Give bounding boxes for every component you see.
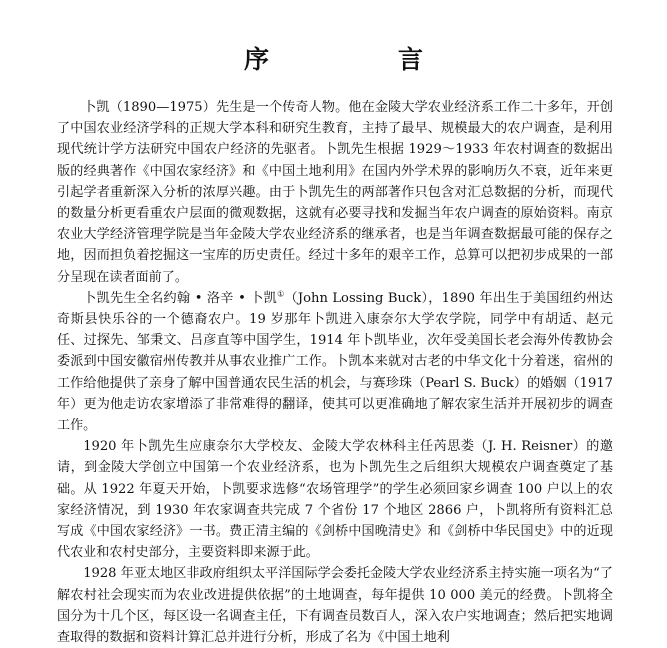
- footnote-marker: ①: [277, 289, 285, 299]
- paragraph-3: 1920 年卜凯先生应康奈尔大学校友、金陵大学农林科主任芮思娄（J. H. Reisner）的邀请，到金陵大学创立中国第一个农业经济系，也为卜凯先生之后组织大规模农户调查奠定了基础。从 1922 年夏天开始，卜凯要求选修“农场管理学”的学生必须回家乡调查 100 户以上的农家经济情况，到 1930 年农家调查共完成 7 个省份 17 个地区 2866 户，卜凯将所有资料汇总写成《中国农家经济》一书。费正清主编的《剑桥中国晚清史》和《剑桥中华民国史》中的近现代农业和农村史部分，主要资料即来源于此。: [57, 439, 613, 561]
- page-title: 序 言: [243, 45, 475, 74]
- paragraph-2-text-after-note: （John Lossing Buck），1890 年出生于美国纽约州达奇斯县快乐谷的一个德裔农户。19 岁那年卜凯进入康奈尔大学农学院，同学中有胡适、赵元任、过探先、邹秉文、吕彦直等中国学生，1914 年卜凯毕业，次年受美国长老会海外传教协会委派到中国安徽宿州传教并从事农业推广工作。卜凯本来就对古老的中华文化十分着迷，宿州的工作给他提供了亲身了解中国普通农民生活的机会，与赛珍珠（Pearl S. Buck）的婚姻（1917 年）更为他走访农家增添了非常难得的翻译，使其可以更准确地了解农家生活并开展初步的调查工作。: [57, 290, 613, 434]
- paragraph-2: [57, 288, 613, 436]
- paragraph-2-text-before-note: 卜凯先生全名约翰 • 洛辛 • 卜凯: [83, 290, 278, 306]
- paragraph-4: 1928 年亚太地区非政府组织太平洋国际学会委托金陵大学农业经济系主持实施一项名为“了解农村社会现实而为农业改进提供依据”的土地调查，每年提供 10 000 美元的经费。卜凯将全国分为十几个区，每区设一名调查主任，下有调查员数百人，深入农户实地调查；然后把实地调查取得的数据和资料计算汇总并进行分析，形成了名为《中国土地利: [57, 566, 613, 646]
- document-body: [57, 97, 613, 648]
- paragraph-1: 卜凯（1890—1975）先生是一个传奇人物。他在金陵大学农业经济系工作二十多年，开创了中国农业经济学科的正规大学本科和研究生教育，主持了最早、规模最大的农户调查，是利用现代统计学方法研究中国农户经济的先驱者。卜凯先生根据 1929～1933 年农村调查的数据出版的经典著作《中国农家经济》和《中国土地利用》在国内外学术界的影响历久不衰，近年来更引起学者重新深入分析的浓厚兴趣。由于卜凯先生的两部著作只包含对汇总数据的分析，而现代的数量分析更看重农户层面的微观数据，这就有必要寻找和发掘当年农户调查的原始资料。南京农业大学经济管理学院是当年金陵大学农业经济系的继承者，也是当年调查数据最可能的保存之地，因而担负着挖掘这一宝库的历史责任。经过十多年的艰辛工作，总算可以把初步成果的一部分呈现在读者面前了。: [57, 100, 613, 285]
